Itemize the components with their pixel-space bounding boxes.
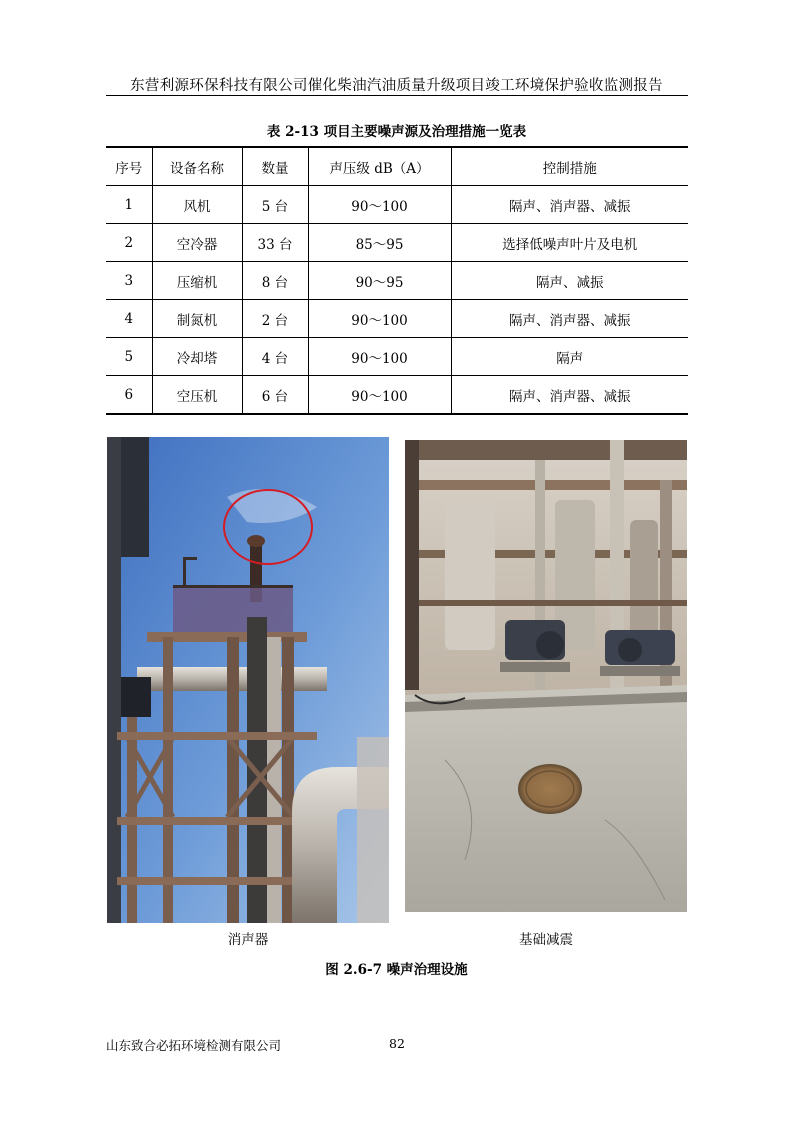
silencer-photo [107,437,389,923]
table-row [106,300,688,338]
cell-sound-level: 90～95 [308,262,451,300]
table-row [106,186,688,224]
cell-control-measures: 隔声、消声器、减振 [451,186,688,224]
cell-quantity: 6 台 [242,376,308,415]
column-header-sound-level: 声压级 dB（A） [308,147,451,186]
report-header-title: 东营利源环保科技有限公司催化柴油汽油质量升级项目竣工环境保护验收监测报告 [130,78,663,94]
cell-sound-level: 85～95 [308,224,451,262]
noise-source-table [106,146,688,415]
cell-quantity: 5 台 [242,186,308,224]
table-row [106,338,688,376]
cell-sound-level: 90～100 [308,376,451,415]
table-row [106,224,688,262]
cell-quantity: 8 台 [242,262,308,300]
cell-sound-level: 90～100 [308,338,451,376]
cell-equipment: 制氮机 [152,300,242,338]
cell-equipment: 空冷器 [152,224,242,262]
cell-equipment: 压缩机 [152,262,242,300]
cell-index: 1 [106,186,152,224]
footer-company: 山东致合必拓环境检测有限公司 [106,1038,282,1053]
cell-sound-level: 90～100 [308,300,451,338]
cell-control-measures: 隔声、消声器、减振 [451,376,688,415]
cell-equipment: 风机 [152,186,242,224]
cell-index: 3 [106,262,152,300]
cell-equipment: 空压机 [152,376,242,415]
column-header-quantity: 数量 [242,147,308,186]
cell-quantity: 2 台 [242,300,308,338]
cell-quantity: 33 台 [242,224,308,262]
page-number: 82 [389,1036,405,1051]
column-header-control-measures: 控制措施 [451,147,688,186]
column-header-index: 序号 [106,147,152,186]
foundation-damping-photo-label: 基础减震 [519,932,573,948]
cell-equipment: 冷却塔 [152,338,242,376]
cell-sound-level: 90～100 [308,186,451,224]
cell-index: 5 [106,338,152,376]
cell-control-measures: 隔声 [451,338,688,376]
silencer-photo-label: 消声器 [227,932,269,948]
cell-control-measures: 选择低噪声叶片及电机 [451,224,688,262]
cell-index: 4 [106,300,152,338]
cell-index: 6 [106,376,152,415]
table-caption: 表 2-13 项目主要噪声源及治理措施一览表 [266,124,527,140]
cell-index: 2 [106,224,152,262]
table-row [106,376,688,415]
table-row [106,262,688,300]
cell-control-measures: 隔声、减振 [451,262,688,300]
foundation-damping-photo [405,440,687,912]
table-header-row [106,147,688,186]
figure-caption: 图 2.6-7 噪声治理设施 [325,962,468,978]
cell-quantity: 4 台 [242,338,308,376]
header-divider [106,95,688,96]
cell-control-measures: 隔声、消声器、减振 [451,300,688,338]
column-header-equipment: 设备名称 [152,147,242,186]
